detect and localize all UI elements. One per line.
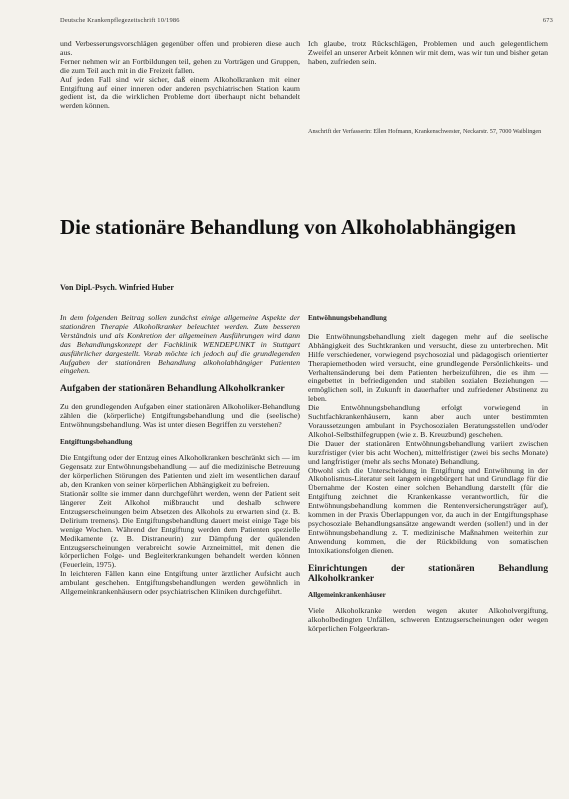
- paragraph: Die Dauer der stationären Entwöhnungsbehandlung variiert zwischen kurzfristiger (vier bis acht Wochen), mittelfristiger (zwei bis sechs Monate) und langfristiger (mehr als sechs Monate) Behandlung.: [308, 438, 548, 466]
- paragraph: Zu den grundlegenden Aufgaben einer stationären Alkoholiker-Behandlung zählen die (körperliche) Entgiftungsbehandlung und die (seelische) Entwöhnungsbehandlung. Was ist unter diesen Begriffen zu verstehen?: [60, 401, 300, 429]
- paragraph: In leichteren Fällen kann eine Entgiftung unter ärztlicher Aufsicht auch ambulant geschehen. Entgiftungsbehandlungen werden gewöhnlich in Allgemeinkrankenhäusern oder psychiatrischen Kliniken durchgeführt.: [60, 569, 300, 597]
- paragraph: Viele Alkoholkranke werden wegen akuter Alkoholvergiftung, alkoholbedingten Unfällen, schweren Entzugserscheinungen oder wegen körperlichen Folgeerkran-: [308, 606, 548, 634]
- paragraph: Die Entgiftung oder der Entzug eines Alkoholkranken beschränkt sich — im Gegensatz zur Entwöhnungsbehandlung — auf die medizinische Betreuung der körperlichen Störungen des Patienten und zielt im wesentlichen darauf ab, den Kranken von seiner körperlichen Abhängigkeit zu befreien.: [60, 453, 300, 490]
- paragraph: Auf jeden Fall sind wir sicher, daß einem Alkoholkranken mit einer Entgiftung auf einer inneren oder anderen psychiatrischen Station kaum gedient ist, da die wirklichen Probleme dort überhaupt nicht behandelt werden können.: [60, 74, 300, 111]
- previous-article-end-right: [308, 40, 548, 67]
- running-header: [60, 17, 553, 24]
- author-address: Anschrift der Verfasserin: Ellen Hofmann, Krankenschwester, Neckarstr. 57, 7000 Waiblingen: [308, 128, 542, 135]
- article-column-right: [308, 314, 548, 634]
- journal-name: Deutsche Krankenpflegezeitschrift 10/1986: [60, 17, 180, 24]
- paragraph: Die Entwöhnungsbehandlung zielt dagegen mehr auf die seelische Abhängigkeit des Suchtkranken und versucht, diese zu unterbrechen. Mit Hilfe verschiedener, vorwiegend psychosozial und pädagogisch orientierter Therapiemethoden wird versucht, eine grundlegende Persönlichkeits- und Verhaltensänderung bei dem Patienten herbeizuführen, die es ihm — eingebettet in befriedigenden und stabilen sozialen Beziehungen — ermöglichen soll, in Zukunft in dauerhafter und zufriedener Abstinenz zu leben.: [308, 331, 548, 404]
- paragraph: Stationär sollte sie immer dann durchgeführt werden, wenn der Patient seit längerer Zeit Alkohol mißbraucht und deshalb schwere Entzugserscheinungen beim Absetzen des Alkohols zu erwarten sind (z. B. Delirium tremens). Die Entgiftungsbehandlung dauert meist einige Tage bis wenige Wochen. Während der Entgiftung werden dem Patienten spezielle Medikamente (z. B. Distraneurin) zur Dämpfung der quälenden Entzugserscheinungen verabreicht sowie Arzneimittel, mit denen die körperlichen Folge- und Begleiterkrankungen behandelt werden können (Feuerlein, 1975).: [60, 489, 300, 570]
- article-column-left: [60, 314, 300, 597]
- article-intro: In dem folgenden Beitrag sollen zunächst einige allgemeine Aspekte der stationären Therapie Alkoholkranker beleuchtet werden. Zum besseren Verständnis und als Konkretion der allgemeinen Ausführungen wird dann das Behandlungskonzept der Fachklinik WENDEPUNKT in Stuttgart ausführlicher dargestellt. Vorab möchte ich jedoch auf die grundlegenden Aufgaben der stationären Behandlung alkoholabhängiger Patienten eingehen.: [60, 313, 300, 376]
- article-title: Die stationäre Behandlung von Alkoholabhängigen: [60, 215, 516, 239]
- paragraph: Die Entwöhnungsbehandlung erfolgt vorwiegend in Suchtfachkrankenhäusern, kann aber auch unter bestimmten Voraussetzungen ambulant in Psychosozialen Beratungsstellen und/oder Alkohol-Selbsthilfegruppen (wie z. B. Kreuzbund) geschehen.: [308, 403, 548, 439]
- paragraph: Ich glaube, trotz Rückschlägen, Problemen und auch gelegentlichem Zweifel an unserer Arbeit können wir mit dem, was wir tun und bisher getan haben, zufrieden sein.: [308, 39, 548, 66]
- section-heading: Aufgaben der stationären Behandlung Alkoholkranker: [60, 383, 285, 395]
- paragraph: und Verbesserungsvorschlägen gegenüber offen und probieren diese auch aus.: [60, 39, 300, 57]
- previous-article-end-left: [60, 40, 300, 111]
- section-heading: Einrichtungen der stationären Behandlung Alkoholkranker: [308, 562, 548, 585]
- subsection-heading: Entwöhnungsbehandlung: [308, 314, 387, 322]
- paragraph: Ferner nehmen wir an Fortbildungen teil, gehen zu Vorträgen und Gruppen, die zum Teil auch mit in die Freizeit fallen.: [60, 56, 300, 75]
- page-number: 673: [542, 17, 553, 24]
- paragraph: Obwohl sich die Unterscheidung in Entgiftung und Entwöhnung in der Alkoholismus-Literatur seit langem eingebürgert hat und Grundlage für die Übernahme der Kosten einer solchen Behandlung darstellt (für die Entgiftung zeichnet die Krankenkasse verantwortlich, für die Entwöhnungsbehandlung kommen die Rentenversicherungsträger auf), kommen in der Praxis Überlappungen vor, da auch in der Entgiftungsphase psychosoziale Behandlungsansätze angewandt werden (sollen!) und in der Entwöhnungsbehandlung z. T. medizinische Maßnahmen weiterhin zur Anwendung kommen, die der Rückbildung von somatischen Intoxikationsfolgen dienen.: [308, 465, 548, 555]
- article-byline: Von Dipl.-Psych. Winfried Huber: [60, 283, 174, 292]
- subsection-heading: Allgemeinkrankenhäuser: [308, 590, 386, 599]
- subsection-heading: Entgiftungsbehandlung: [60, 437, 133, 446]
